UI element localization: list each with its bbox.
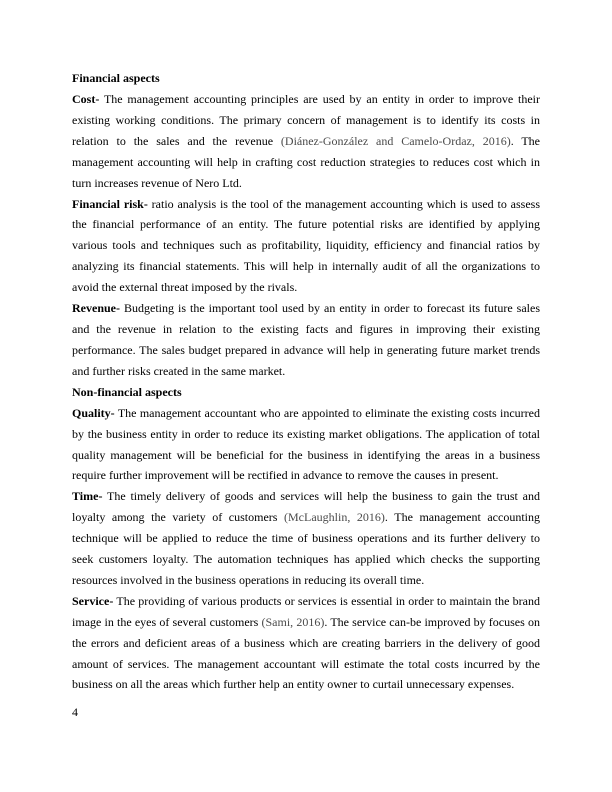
- quality-term: Quality-: [72, 405, 115, 420]
- cost-citation: (Diánez-González and Camelo-Ordaz, 2016): [280, 133, 511, 148]
- financial-risk-text: ratio analysis is the tool of the management accounting which is used to assess the financial performance of an entity. The future potential risks are identified by applying various tools and techniques such as profitability, liquidity, efficiency and financial ratios by analyzing its financial statements. This will help in internally audit of all the organizations to avoid the external threat imposed by the rivals.: [72, 196, 540, 295]
- time-term: Time-: [72, 489, 103, 504]
- time-citation: (McLaughlin, 2016): [284, 510, 385, 525]
- revenue-term: Revenue-: [72, 301, 120, 316]
- time-text-part2: . The management accounting technique will be applied to reduce the time of business operations and its further delivery to seek customers loyalty. The automation techniques has applied which checks the supporting resources involved in the business operations in reducing its overall time.: [72, 510, 540, 587]
- quality-paragraph: [72, 403, 540, 487]
- service-text-part1: The providing of various products or services is essential in order to maintain the brand image in the eyes of several customers: [72, 593, 540, 629]
- financial-risk-term: Financial risk-: [72, 196, 148, 211]
- time-paragraph: [72, 486, 540, 591]
- financial-aspects-heading: Financial aspects: [72, 71, 160, 85]
- cost-text-part1: The management accounting principles are used by an entity in order to improve their existing working conditions. The primary concern of management is to identify its costs in relation to the sales and the revenue: [72, 92, 540, 148]
- service-term: Service-: [72, 593, 114, 608]
- non-financial-aspects-heading: Non-financial aspects: [72, 384, 182, 399]
- quality-text: The management accountant who are appointed to eliminate the existing costs incurred by the business entity in order to reduce its existing market obligations. The application of total quality management will be beneficial for the business in identifying the areas in a business require further improvement will be rectified in advance to remove the causes in present.: [72, 405, 540, 483]
- document-page: [72, 68, 540, 695]
- financial-risk-paragraph: [72, 194, 540, 299]
- cost-text-part2: . The management accounting will help in crafting cost reduction strategies to reduces cost which in turn increases revenue of Nero Ltd.: [72, 133, 540, 190]
- revenue-text: Budgeting is the important tool used by an entity in order to forecast its future sales and the revenue in relation to the existing facts and figures in improving their existing performance. The sales budget prepared in advance will help in generating future market trends and further risks created in the same market.: [72, 301, 540, 378]
- service-paragraph: [72, 591, 540, 696]
- time-text-part1: The timely delivery of goods and services will help the business to gain the trust and loyalty among the variety of customers: [72, 489, 540, 525]
- service-citation: (Sami, 2016): [261, 614, 325, 629]
- page-number: 4: [72, 705, 78, 719]
- revenue-paragraph: [72, 298, 540, 382]
- cost-term: Cost-: [72, 92, 100, 106]
- cost-paragraph: [72, 89, 540, 194]
- service-text-part2: . The service can-be improved by focuses on the errors and deficient areas of a business which are creating barriers in the delivery of good amount of services. The management accountant will estimate the total costs incurred by the business on all the areas which further help an entity owner to curtail unnecessary expenses.: [72, 614, 540, 692]
